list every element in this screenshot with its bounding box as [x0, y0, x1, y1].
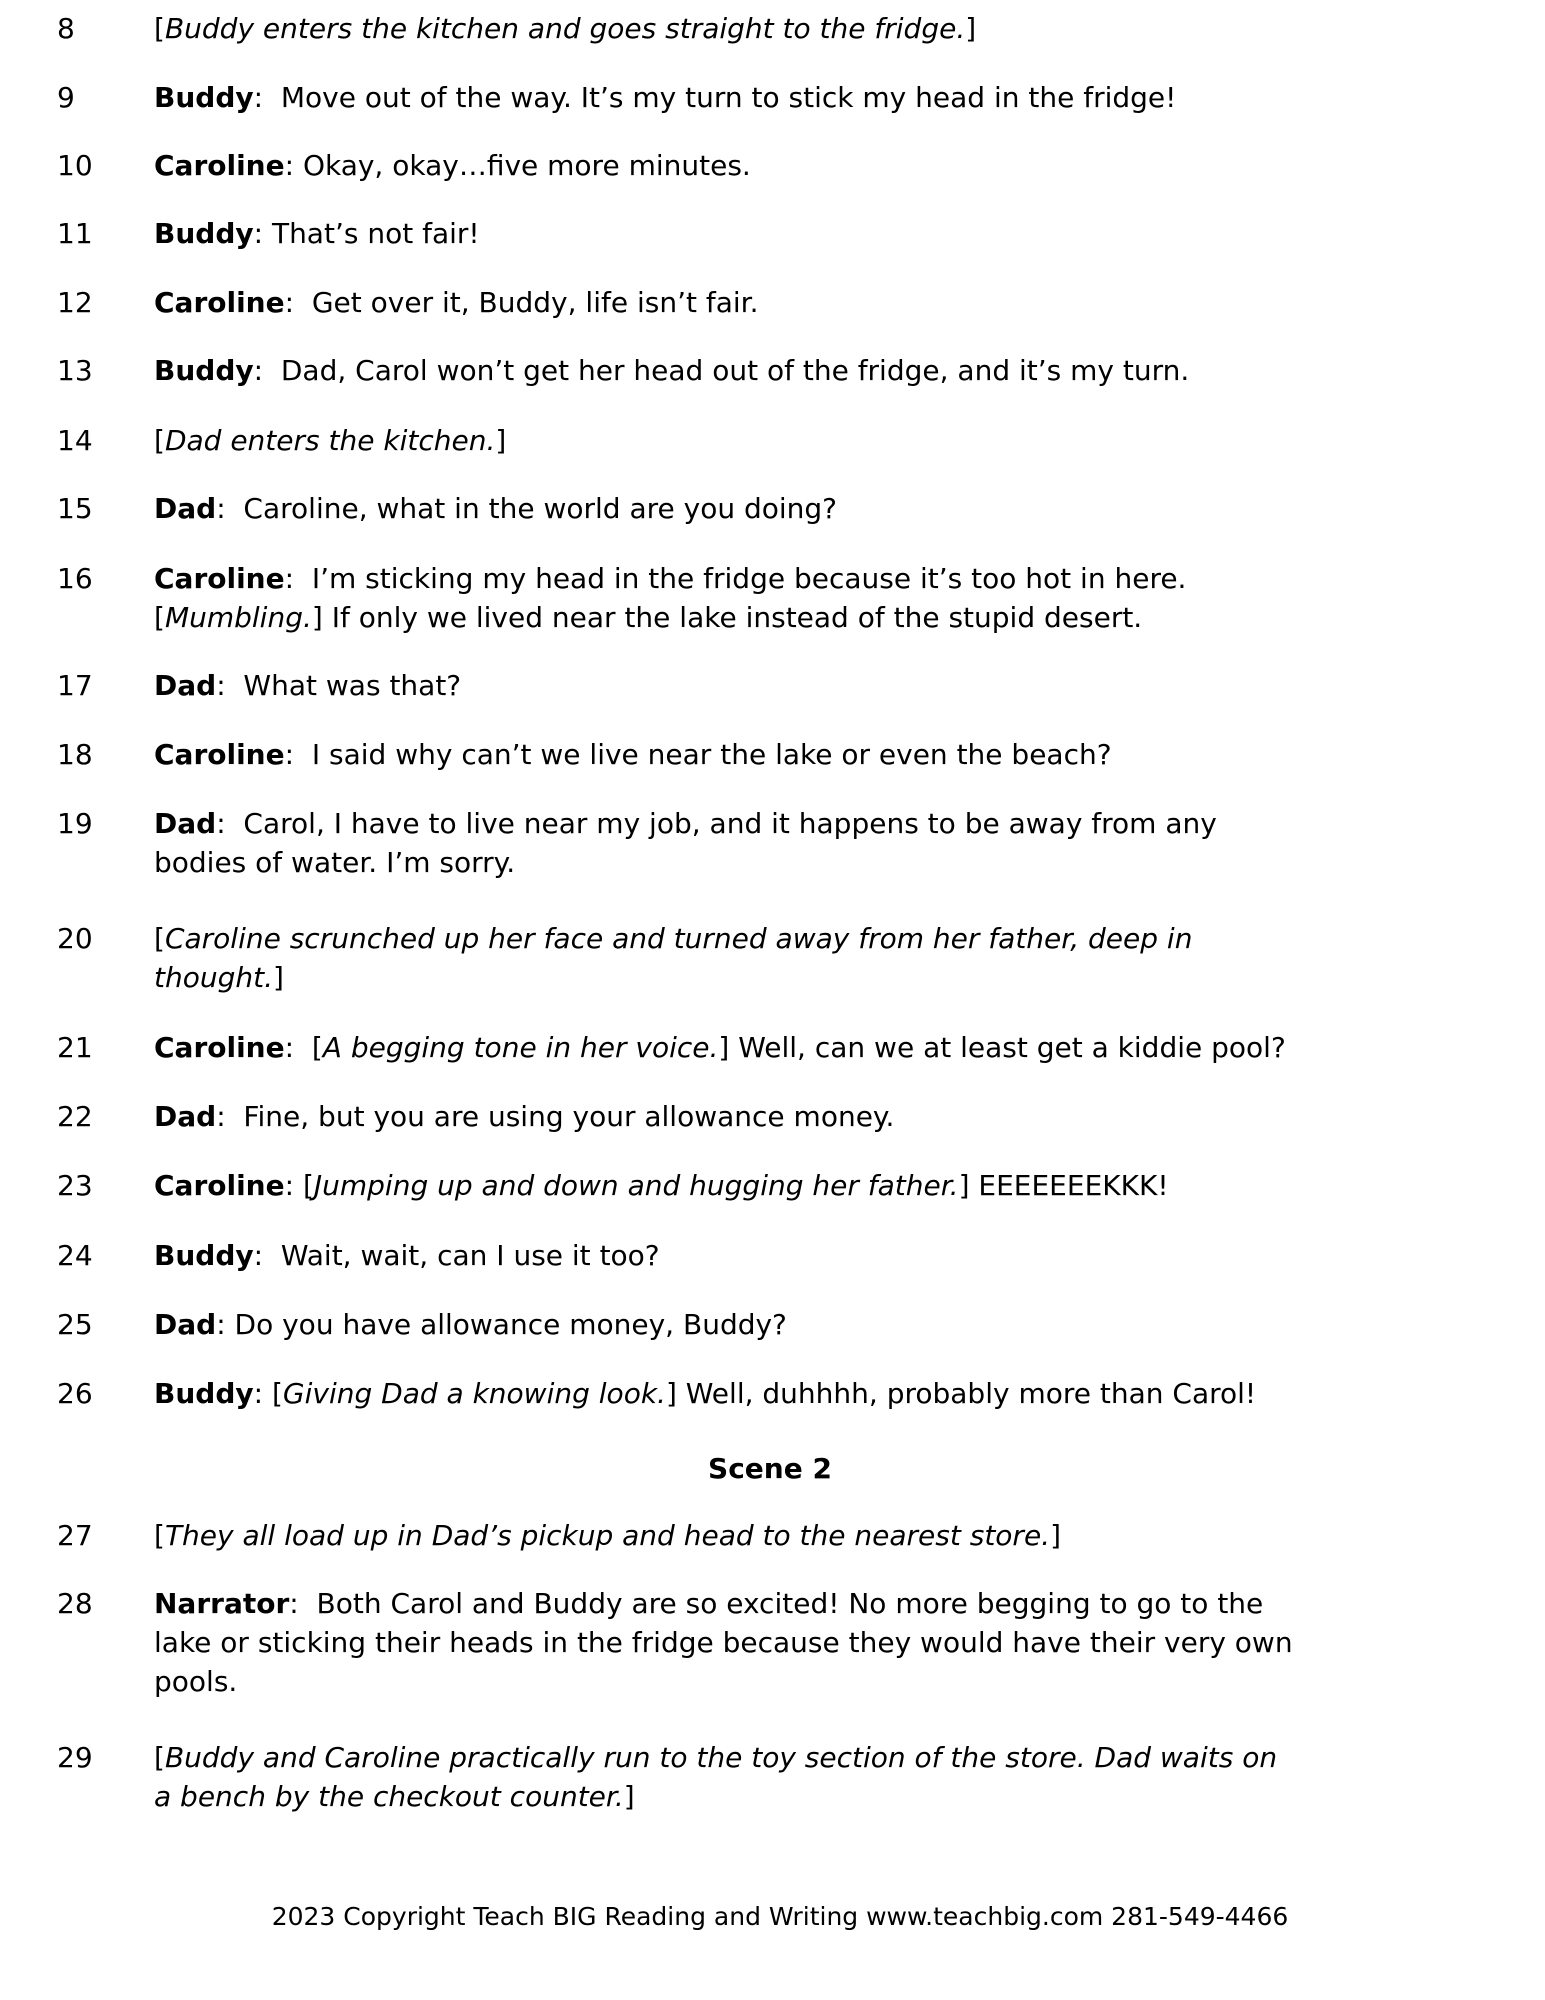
speaker-name: Caroline — [154, 562, 285, 595]
speaker-name: Dad — [154, 492, 217, 525]
line-number: 21 — [57, 1031, 93, 1064]
dialogue-text: : I’m sticking my head in the fridge because it’s too hot in here. — [284, 562, 1187, 595]
line-number: 17 — [57, 669, 93, 702]
dialogue-text: : Wait, wait, can I use it too? — [253, 1239, 660, 1272]
line-number: 18 — [57, 738, 93, 771]
line-text — [154, 1738, 1534, 1816]
line-text-row — [154, 1584, 1534, 1623]
line-text-row — [154, 1028, 1534, 1067]
line-number: 14 — [57, 424, 93, 457]
speaker-name: Caroline — [154, 738, 285, 771]
scene-heading-text: Scene 2 — [708, 1452, 832, 1485]
dialogue-text: ] — [623, 1780, 635, 1813]
line-text — [154, 735, 1534, 774]
speaker-name: Narrator — [154, 1587, 290, 1620]
line-text-row — [154, 283, 1534, 322]
speaker-name: Dad — [154, 669, 217, 702]
line-text — [154, 351, 1534, 390]
line-text-row — [154, 804, 1534, 843]
line-text-row — [154, 1097, 1534, 1136]
line-text-row — [154, 9, 1534, 48]
dialogue-text: ] Well, can we at least get a kiddie pool? — [718, 1031, 1286, 1064]
stage-direction: Buddy and Caroline practically run to the toy section of the store. Dad waits on — [164, 1741, 1278, 1774]
line-number: 16 — [57, 562, 93, 595]
line-text-row — [154, 1623, 1534, 1662]
dialogue-text: [ — [154, 1741, 165, 1774]
dialogue-text: ] — [965, 12, 977, 45]
line-text-row — [154, 1662, 1534, 1701]
speaker-name: Caroline — [154, 1031, 285, 1064]
dialogue-text: : [ — [284, 1031, 323, 1064]
dialogue-text: [ — [154, 424, 165, 457]
stage-direction: Jumping up and down and hugging her father. — [313, 1169, 959, 1202]
dialogue-text: : Caroline, what in the world are you doing? — [216, 492, 838, 525]
speaker-name: Buddy — [154, 354, 254, 387]
dialogue-text: ] If only we lived near the lake instead of the stupid desert. — [311, 601, 1143, 634]
dialogue-text: : I said why can’t we live near the lake or even the beach? — [284, 738, 1112, 771]
line-text-row — [154, 421, 1534, 460]
line-text-row — [154, 146, 1534, 185]
line-number: 13 — [57, 354, 93, 387]
line-number: 29 — [57, 1741, 93, 1774]
line-text — [154, 421, 1534, 460]
line-text — [154, 489, 1534, 528]
footer-text: 2023 Copyright Teach BIG Reading and Writing www.teachbig.com 281-549-4466 — [271, 1902, 1289, 1931]
dialogue-text: ] — [273, 961, 284, 994]
dialogue-text: [ — [154, 12, 165, 45]
speaker-name: Dad — [154, 1308, 217, 1341]
line-text-row — [154, 919, 1534, 958]
line-text — [154, 1028, 1534, 1067]
line-text — [154, 1516, 1534, 1555]
dialogue-text: bodies of water. I’m sorry. — [154, 846, 516, 879]
line-text-row — [154, 1777, 1534, 1816]
line-text — [154, 1097, 1534, 1136]
line-number: 11 — [57, 217, 93, 250]
dialogue-text: lake or sticking their heads in the fridge because they would have their very own — [154, 1626, 1293, 1659]
line-text — [154, 1305, 1534, 1344]
stage-direction: Giving Dad a knowing look. — [282, 1377, 666, 1410]
stage-direction: Mumbling. — [164, 601, 312, 634]
dialogue-text: [ — [154, 1519, 165, 1552]
stage-direction: Dad enters the kitchen. — [164, 424, 496, 457]
line-text — [154, 78, 1534, 117]
dialogue-text: : Get over it, Buddy, life isn’t fair. — [284, 286, 759, 319]
dialogue-text: ] EEEEEEEKKK! — [958, 1169, 1169, 1202]
line-text — [154, 559, 1534, 637]
line-number: 15 — [57, 492, 93, 525]
speaker-name: Buddy — [154, 81, 254, 114]
line-number: 8 — [57, 12, 75, 45]
dialogue-text: [ — [154, 922, 165, 955]
line-text-row — [154, 1305, 1534, 1344]
speaker-name: Dad — [154, 807, 217, 840]
dialogue-text: : Do you have allowance money, Buddy? — [216, 1308, 787, 1341]
line-number: 24 — [57, 1239, 93, 1272]
stage-direction: a bench by the checkout counter. — [154, 1780, 624, 1813]
line-text — [154, 1166, 1534, 1205]
stage-direction: Caroline scrunched up her face and turned away from her father, deep in — [164, 922, 1193, 955]
line-text-row — [154, 598, 1534, 637]
line-number: 22 — [57, 1100, 93, 1133]
line-text — [154, 666, 1534, 705]
dialogue-text: : Carol, I have to live near my job, and it happens to be away from any — [216, 807, 1217, 840]
line-text-row — [154, 559, 1534, 598]
speaker-name: Caroline — [154, 1169, 285, 1202]
line-number: 25 — [57, 1308, 93, 1341]
dialogue-text: : [ — [284, 1169, 314, 1202]
dialogue-text: : Move out of the way. It’s my turn to stick my head in the fridge! — [253, 81, 1177, 114]
line-text — [154, 1584, 1534, 1701]
speaker-name: Caroline — [154, 149, 285, 182]
line-text-row — [154, 735, 1534, 774]
stage-direction: They all load up in Dad’s pickup and head to the nearest store. — [164, 1519, 1051, 1552]
dialogue-text: : Fine, but you are using your allowance money. — [216, 1100, 895, 1133]
line-text — [154, 1374, 1534, 1413]
line-text-row — [154, 1516, 1534, 1555]
line-text — [154, 804, 1534, 882]
dialogue-text: : Both Carol and Buddy are so excited! No more begging to go to the — [289, 1587, 1264, 1620]
line-text — [154, 146, 1534, 185]
line-text-row — [154, 1738, 1534, 1777]
line-text-row — [154, 351, 1534, 390]
stage-direction: thought. — [154, 961, 273, 994]
scene-heading — [0, 1449, 1545, 1488]
dialogue-text: : That’s not fair! — [253, 217, 480, 250]
line-text — [154, 283, 1534, 322]
line-number: 28 — [57, 1587, 93, 1620]
line-number: 27 — [57, 1519, 93, 1552]
line-text-row — [154, 1236, 1534, 1275]
dialogue-text: : [ — [253, 1377, 283, 1410]
copyright-footer — [0, 1900, 1545, 1934]
line-text — [154, 1236, 1534, 1275]
speaker-name: Buddy — [154, 1377, 254, 1410]
line-number: 12 — [57, 286, 93, 319]
line-text — [154, 9, 1534, 48]
line-text-row — [154, 958, 1534, 997]
stage-direction: Buddy enters the kitchen and goes straight to the fridge. — [164, 12, 966, 45]
dialogue-text: ] Well, duhhhh, probably more than Carol! — [665, 1377, 1257, 1410]
line-text-row — [154, 78, 1534, 117]
line-number: 23 — [57, 1169, 93, 1202]
dialogue-text: ] — [495, 424, 507, 457]
dialogue-text: : Okay, okay…five more minutes. — [284, 149, 751, 182]
speaker-name: Caroline — [154, 286, 285, 319]
speaker-name: Buddy — [154, 1239, 254, 1272]
dialogue-text: : What was that? — [216, 669, 462, 702]
line-text-row — [154, 1166, 1534, 1205]
line-text — [154, 919, 1534, 997]
line-text-row — [154, 489, 1534, 528]
line-text-row — [154, 214, 1534, 253]
dialogue-text: ] — [1050, 1519, 1062, 1552]
line-number: 10 — [57, 149, 93, 182]
line-text-row — [154, 666, 1534, 705]
dialogue-text: : Dad, Carol won’t get her head out of the fridge, and it’s my turn. — [253, 354, 1190, 387]
line-number: 26 — [57, 1377, 93, 1410]
line-text — [154, 214, 1534, 253]
dialogue-text: pools. — [154, 1665, 238, 1698]
speaker-name: Buddy — [154, 217, 254, 250]
stage-direction: A begging tone in her voice. — [322, 1031, 719, 1064]
speaker-name: Dad — [154, 1100, 217, 1133]
line-number: 9 — [57, 81, 75, 114]
line-text-row — [154, 843, 1534, 882]
line-text-row — [154, 1374, 1534, 1413]
dialogue-text: [ — [154, 601, 165, 634]
line-number: 19 — [57, 807, 93, 840]
line-number: 20 — [57, 922, 93, 955]
